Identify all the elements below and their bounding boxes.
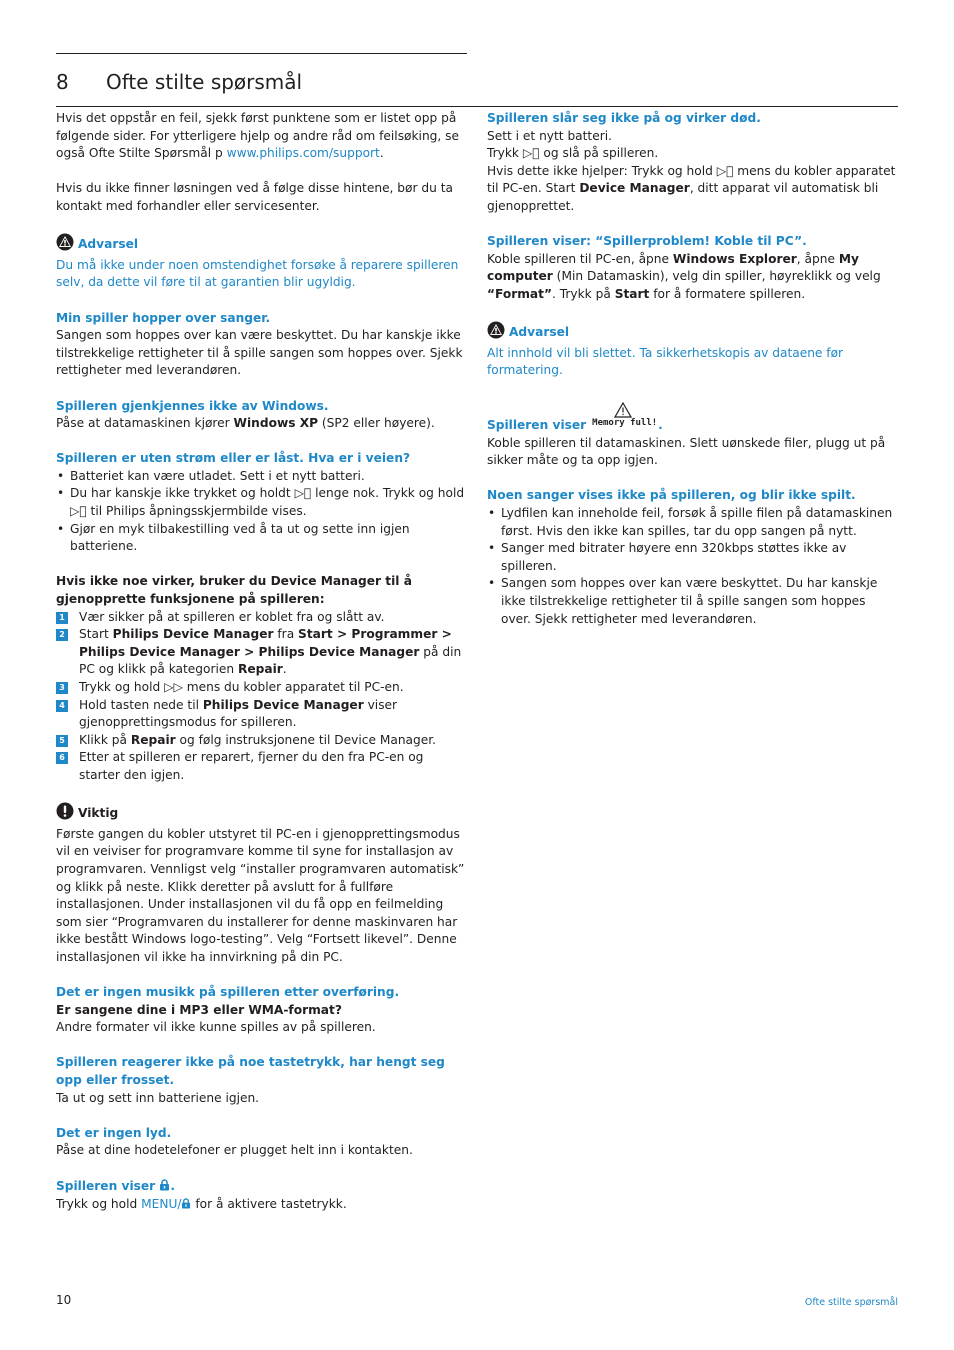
warning-heading: Advarsel	[487, 321, 899, 345]
memory-full-display: Memory full!	[590, 415, 658, 433]
right-column	[487, 110, 899, 628]
answer-text: Sett i et nytt batteri.	[487, 128, 612, 143]
step-number: 1	[56, 612, 68, 624]
question-heading: Spilleren viser Memory full! .	[487, 415, 899, 435]
question-heading: Spilleren reagerer ikke på noe tastetrykk, har hengt seg opp eller frosset.	[56, 1055, 445, 1088]
question-heading: Spilleren viser .	[56, 1178, 468, 1197]
list-item: • Batteriet kan være utladet. Sett i et nytt batteri.	[56, 468, 468, 486]
question-subheading: Er sangene dine i MP3 eller WMA-format?	[56, 1002, 342, 1017]
footer-section-title: Ofte stilte spørsmål	[804, 1297, 898, 1308]
list-item: • Sanger med bitrater høyere enn 320kbps støttes ikke av spilleren.	[487, 540, 899, 575]
fast-forward-icon: ▷▷	[164, 680, 183, 694]
chapter-title: Ofte stilte spørsmål	[106, 70, 303, 94]
left-column	[56, 110, 468, 1215]
question-heading: Spilleren er uten strøm eller er låst. Hva er i veien?	[56, 451, 411, 466]
top-rule	[56, 53, 467, 54]
answer-text: Trykk ▷⃦ og slå på spilleren.	[487, 146, 659, 161]
step-item: 6 Etter at spilleren er reparert, fjerner du den fra PC-en og starter den igjen.	[56, 749, 468, 784]
list-item: • Du har kanskje ikke trykket og holdt ▷⃦ lenge nok. Trykk og hold ▷⃦ til Philips åpningsskjermbilde vises.	[56, 485, 468, 520]
step-item: 1 Vær sikker på at spilleren er koblet fra og slått av.	[56, 609, 468, 627]
lock-icon	[159, 1179, 170, 1197]
step-number: 6	[56, 752, 68, 764]
step-number: 2	[56, 629, 68, 641]
answer-text: Påse at dine hodetelefoner er plugget helt inn i kontakten.	[56, 1143, 413, 1158]
answer-text: Trykk og hold MENU/ for å aktivere tastetrykk.	[56, 1196, 468, 1215]
answer-text: Koble spilleren til PC-en, åpne Windows Explorer, åpne My computer (Min Datamaskin), velg din spiller, høyreklikk og velg “Format”. Trykk på Start for å formatere spilleren.	[487, 251, 881, 301]
intro-paragraph-2: Hvis du ikke finner løsningen ved å følge disse hintene, bør du ta kontakt med forhandler eller servicesenter.	[56, 181, 453, 213]
lock-icon	[181, 1197, 191, 1215]
device-manager-heading: Hvis ikke noe virker, bruker du Device Manager til å gjenopprette funksjonene på spilleren:	[56, 574, 412, 607]
question-heading: Det er ingen lyd.	[56, 1125, 172, 1140]
step-item: 2 Start Philips Device Manager fra Start > Programmer > Philips Device Manager > Philips Device Manager på din PC og klikk på kategorien Repair.	[56, 626, 468, 679]
step-number: 3	[56, 682, 68, 694]
warning-text: Alt innhold vil bli slettet. Ta sikkerhetskopis av dataene før formatering.	[487, 345, 844, 378]
play-pause-icon: ▷⃦	[70, 504, 87, 519]
list-item: • Gjør en myk tilbakestilling ved å ta ut og sette inn igjen batteriene.	[56, 521, 468, 556]
question-heading: Noen sanger vises ikke på spilleren, og blir ikke spilt.	[487, 488, 856, 503]
step-item: 5 Klikk på Repair og følg instruksjonene til Device Manager.	[56, 732, 468, 750]
step-number: 5	[56, 735, 68, 747]
important-text: Første gangen du kobler utstyret til PC-en i gjenopprettingsmodus vil en veiviser for programvare komme til syne for installasjon av programvaren. Vennligst velg “installer programvaren automatisk” og klikk på neste. Klikk deretter på avslutt for å fullføre installasjonen. Under installasjonen vil du få opp en feilmelding som sier “Programvaren du installerer for denne maskinvaren har ikke bestått Windows logo-testing”. Velg “Fortsett likevel”. Denne installasjonen vil ikke ha innvirkning på din PC.	[56, 826, 465, 964]
question-heading: Min spiller hopper over sanger.	[56, 310, 271, 325]
warning-triangle-icon	[614, 402, 632, 418]
chapter-number: 8	[56, 70, 69, 94]
step-item: 4 Hold tasten nede til Philips Device Manager viser gjenopprettingsmodus for spilleren.	[56, 697, 468, 732]
answer-text: Påse at datamaskinen kjører Windows XP (SP2 eller høyere).	[56, 416, 435, 431]
answer-text: Sangen som hoppes over kan være beskyttet. Du har kanskje ikke tilstrekkelige rettigheter til å spille sangen som hoppes over. Sjekk rettigheter med leverandøren.	[56, 328, 463, 378]
play-pause-icon: ▷⃦	[716, 163, 734, 178]
answer-list	[487, 505, 899, 628]
title-rule	[56, 106, 898, 107]
question-heading: Spilleren gjenkjennes ikke av Windows.	[56, 398, 329, 413]
answer-text: Ta ut og sett inn batteriene igjen.	[56, 1090, 260, 1105]
play-pause-icon: ▷⃦	[522, 146, 540, 161]
warning-icon	[487, 321, 505, 345]
answer-list	[56, 468, 468, 556]
menu-key-label: MENU/	[141, 1197, 182, 1212]
important-heading: Viktig	[56, 802, 468, 826]
question-heading: Spilleren viser: “Spillerproblem! Koble til PC”.	[487, 234, 807, 249]
intro-paragraph: Hvis det oppstår en feil, sjekk først punktene som er listet opp på følgende sider. For ytterligere hjelp og andre råd om feilsøking, se også Ofte Stilte Spørsmål p www.philips.com/support.	[56, 111, 460, 161]
answer-text: Andre formater vil ikke kunne spilles av på spilleren.	[56, 1020, 376, 1035]
list-item: • Sangen som hoppes over kan være beskyttet. Du har kanskje ikke tilstrekkelige rettigheter til å spille sangen som hoppes over. Sjekk rettigheter med leverandøren.	[487, 575, 899, 628]
warning-heading: Advarsel	[56, 233, 468, 257]
list-item: • Lydfilen kan inneholde feil, forsøk å spille filen på datamaskinen først. Hvis den ikke kan spilles, tar du opp sangen på nytt.	[487, 505, 899, 540]
play-pause-icon: ▷⃦	[294, 486, 312, 501]
steps-list	[56, 609, 468, 785]
warning-icon	[56, 233, 74, 257]
support-link[interactable]: www.philips.com/support	[226, 146, 380, 161]
question-heading: Det er ingen musikk på spilleren etter overføring.	[56, 985, 400, 1000]
step-item: 3 Trykk og hold ▷▷ mens du kobler apparatet til PC-en.	[56, 679, 468, 697]
answer-text: Koble spilleren til datamaskinen. Slett uønskede filer, plugg ut på sikker måte og ta opp igjen.	[487, 435, 886, 468]
exclamation-icon	[56, 802, 74, 826]
answer-text: Hvis dette ikke hjelper: Trykk og hold ▷⃦ mens du kobler apparatet til PC-en. Start Device Manager, ditt apparat vil automatisk bli gjenopprettet.	[487, 163, 896, 213]
question-heading: Spilleren slår seg ikke på og virker død.	[487, 111, 761, 125]
warning-text: Du må ikke under noen omstendighet forsøke å reparere spilleren selv, da dette vil føre til at garantien blir ugyldig.	[56, 257, 459, 290]
step-number: 4	[56, 700, 68, 712]
page-number: 10	[56, 1293, 72, 1307]
